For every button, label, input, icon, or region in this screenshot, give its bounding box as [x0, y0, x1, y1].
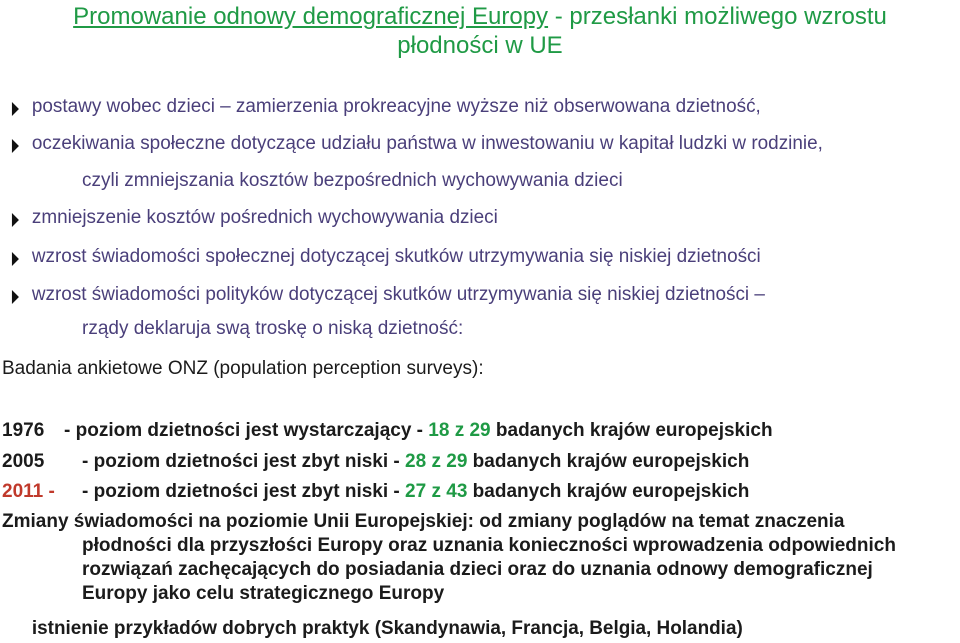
bullet-arrow-icon: [12, 252, 19, 266]
survey-tail: badanych krajów europejskich: [467, 451, 750, 472]
survey-text: - poziom dzietności jest zbyt niski -: [82, 451, 406, 472]
survey-of: z: [426, 481, 447, 502]
survey-count: 27: [405, 481, 427, 502]
bullet-text: zmniejszenie kosztów pośrednich wychowywania dzieci: [31, 207, 498, 228]
bullet-text: wzrost świadomości polityków dotyczącej skutków utrzymywania się niskiej dzietności –: [31, 284, 765, 305]
bullet-arrow-icon: [12, 139, 19, 153]
bullet-text: istnienie przykładów dobrych praktyk (Skandynawia, Francja, Belgia, Holandia): [31, 618, 743, 639]
bullet-item: [0, 246, 956, 270]
survey-count: 18: [428, 420, 450, 441]
bullet-item: [0, 284, 956, 308]
survey-tail: badanych krajów europejskich: [467, 481, 750, 502]
slide-title: [0, 2, 960, 60]
bullet-item: [0, 96, 956, 120]
survey-count: 28: [405, 451, 427, 472]
survey-year: 1976: [2, 420, 45, 441]
bullet-text: wzrost świadomości społecznej dotyczącej skutków utrzymywania się niskiej dzietności: [31, 246, 761, 267]
bullet-item: [0, 133, 956, 157]
bullet-continuation: rządy deklaruja swą troskę o niską dzietność:: [82, 318, 464, 339]
changes-line: rozwiązań zachęcających do posiadania dzieci oraz do uznania odnowy demograficznej: [82, 559, 873, 580]
bullet-text: oczekiwania społeczne dotyczące udziału państwa w inwestowaniu w kapitał ludzki w rodzinie,: [31, 133, 823, 154]
survey-year: 2005: [2, 451, 45, 472]
bullet-text: postawy wobec dzieci – zamierzenia prokreacyjne wyższe niż obserwowana dzietność,: [31, 96, 761, 117]
changes-line: Europy jako celu strategicznego Europy: [82, 583, 445, 604]
title-line2: płodności w UE: [397, 32, 563, 59]
bullet-item: [0, 618, 956, 642]
title-rest: - przesłanki możliwego wzrostu: [548, 3, 887, 30]
bullet-arrow-icon: [12, 290, 19, 304]
changes-line: Zmiany świadomości na poziomie Unii Europejskiej: od zmiany poglądów na temat znaczenia: [2, 511, 845, 532]
survey-row: [2, 451, 750, 473]
survey-text: - poziom dzietności jest wystarczający -: [64, 420, 429, 441]
survey-text: - poziom dzietności jest zbyt niski -: [82, 481, 406, 502]
bullet-arrow-icon: [12, 102, 19, 116]
bullet-arrow-icon: [12, 213, 19, 227]
survey-row: [2, 420, 773, 442]
survey-tail: badanych krajów europejskich: [490, 420, 773, 441]
title-underlined: Promowanie odnowy demograficznej Europy: [73, 3, 549, 30]
survey-row: [2, 481, 750, 503]
bullet-continuation: czyli zmniejszania kosztów bezpośrednich wychowywania dzieci: [82, 170, 623, 191]
survey-of: z: [426, 451, 447, 472]
changes-line: płodności dla przyszłości Europy oraz uznania konieczności wprowadzenia odpowiednich: [82, 535, 896, 556]
survey-of: z: [449, 420, 470, 441]
survey-total: 29: [446, 451, 468, 472]
surveys-heading: Badania ankietowe ONZ (population perception surveys):: [2, 358, 484, 379]
survey-year: 2011 -: [2, 481, 55, 502]
survey-total: 43: [446, 481, 468, 502]
bullet-item: [0, 207, 956, 231]
survey-total: 29: [469, 420, 491, 441]
